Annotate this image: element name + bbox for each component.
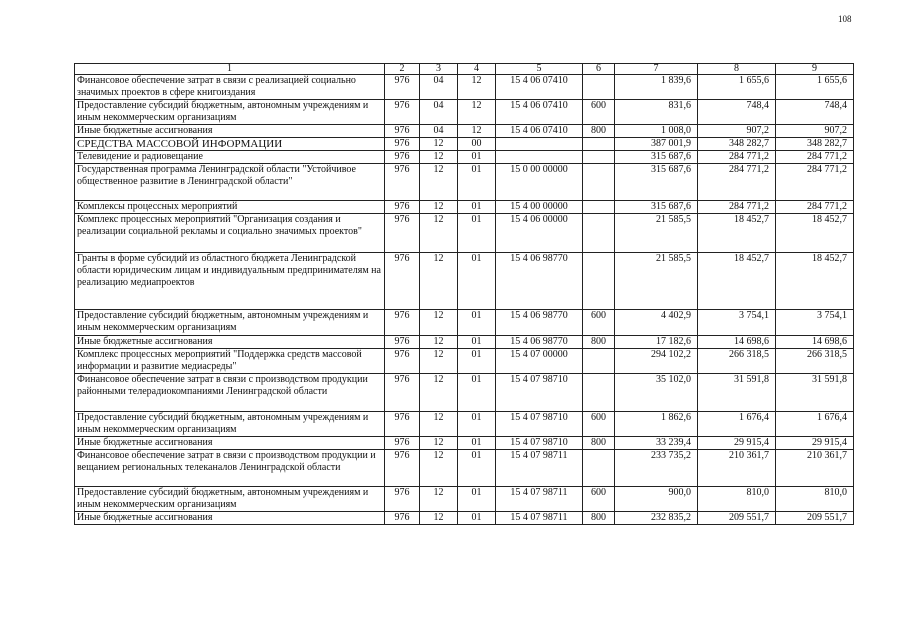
row-name-cell: Финансовое обеспечение затрат в связи с реализацией социально значимых проектов в сфере книгоиздания [75, 75, 385, 100]
header-row [75, 64, 854, 75]
subsection-cell: 01 [458, 349, 496, 374]
gl-code-cell: 976 [385, 100, 420, 125]
gl-code-cell: 976 [385, 412, 420, 437]
header-cell: 3 [420, 64, 458, 75]
gl-code-cell: 976 [385, 125, 420, 138]
subsection-cell: 01 [458, 253, 496, 310]
header-cell: 8 [698, 64, 776, 75]
expense-type-cell: 600 [583, 310, 615, 336]
row-name-cell: Предоставление субсидий бюджетным, автономным учреждениям и иным некоммерческим организациям [75, 100, 385, 125]
amount-col9-cell: 810,0 [776, 487, 854, 512]
target-article-cell: 15 4 06 07410 [496, 75, 583, 100]
row-name-cell: СРЕДСТВА МАССОВОЙ ИНФОРМАЦИИ [75, 138, 385, 151]
amount-col9-cell: 18 452,7 [776, 253, 854, 310]
table-row [75, 450, 854, 487]
section-cell: 12 [420, 214, 458, 253]
section-cell: 12 [420, 164, 458, 201]
target-article-cell: 15 4 07 98710 [496, 437, 583, 450]
subsection-cell: 12 [458, 75, 496, 100]
amount-col7-cell: 900,0 [615, 487, 698, 512]
row-name-cell: Предоставление субсидий бюджетным, автономным учреждениям и иным некоммерческим организациям [75, 310, 385, 336]
target-article-cell: 15 0 00 00000 [496, 164, 583, 201]
amount-col8-cell: 284 771,2 [698, 201, 776, 214]
table-row [75, 138, 854, 151]
amount-col9-cell: 3 754,1 [776, 310, 854, 336]
section-cell: 12 [420, 437, 458, 450]
table-row [75, 336, 854, 349]
subsection-cell: 01 [458, 336, 496, 349]
table-row [75, 164, 854, 201]
expense-type-cell [583, 349, 615, 374]
section-cell: 12 [420, 201, 458, 214]
gl-code-cell: 976 [385, 214, 420, 253]
section-cell: 04 [420, 75, 458, 100]
amount-col7-cell: 1 839,6 [615, 75, 698, 100]
table-row [75, 100, 854, 125]
subsection-cell: 12 [458, 100, 496, 125]
section-cell: 12 [420, 151, 458, 164]
expense-type-cell [583, 201, 615, 214]
row-name-cell: Иные бюджетные ассигнования [75, 125, 385, 138]
subsection-cell: 00 [458, 138, 496, 151]
subsection-cell: 01 [458, 374, 496, 412]
row-name-cell: Предоставление субсидий бюджетным, автономным учреждениям и иным некоммерческим организациям [75, 487, 385, 512]
amount-col8-cell: 210 361,7 [698, 450, 776, 487]
section-cell: 04 [420, 125, 458, 138]
amount-col8-cell: 1 655,6 [698, 75, 776, 100]
subsection-cell: 01 [458, 310, 496, 336]
section-cell: 12 [420, 374, 458, 412]
amount-col7-cell: 35 102,0 [615, 374, 698, 412]
table-row [75, 487, 854, 512]
target-article-cell: 15 4 07 98711 [496, 450, 583, 487]
amount-col8-cell: 18 452,7 [698, 214, 776, 253]
target-article-cell: 15 4 07 98711 [496, 512, 583, 525]
amount-col7-cell: 294 102,2 [615, 349, 698, 374]
amount-col8-cell: 810,0 [698, 487, 776, 512]
target-article-cell [496, 151, 583, 164]
subsection-cell: 01 [458, 214, 496, 253]
amount-col8-cell: 748,4 [698, 100, 776, 125]
table-row [75, 512, 854, 525]
amount-col8-cell: 209 551,7 [698, 512, 776, 525]
gl-code-cell: 976 [385, 374, 420, 412]
expense-type-cell: 600 [583, 487, 615, 512]
subsection-cell: 01 [458, 437, 496, 450]
target-article-cell: 15 4 06 98770 [496, 336, 583, 349]
target-article-cell: 15 4 07 98711 [496, 487, 583, 512]
subsection-cell: 01 [458, 487, 496, 512]
gl-code-cell: 976 [385, 138, 420, 151]
table-row [75, 349, 854, 374]
table-row [75, 75, 854, 100]
table-row [75, 412, 854, 437]
subsection-cell: 01 [458, 151, 496, 164]
amount-col9-cell: 18 452,7 [776, 214, 854, 253]
expense-type-cell: 800 [583, 512, 615, 525]
gl-code-cell: 976 [385, 310, 420, 336]
table-row [75, 201, 854, 214]
gl-code-cell: 976 [385, 336, 420, 349]
target-article-cell [496, 138, 583, 151]
amount-col7-cell: 315 687,6 [615, 201, 698, 214]
budget-table [74, 63, 854, 525]
row-name-cell: Иные бюджетные ассигнования [75, 437, 385, 450]
amount-col7-cell: 33 239,4 [615, 437, 698, 450]
amount-col8-cell: 29 915,4 [698, 437, 776, 450]
amount-col9-cell: 209 551,7 [776, 512, 854, 525]
expense-type-cell: 600 [583, 100, 615, 125]
gl-code-cell: 976 [385, 437, 420, 450]
section-cell: 12 [420, 253, 458, 310]
amount-col7-cell: 233 735,2 [615, 450, 698, 487]
row-name-cell: Комплекс процессных мероприятий "Поддержка средств массовой информации и развитие медиасреды" [75, 349, 385, 374]
amount-col8-cell: 907,2 [698, 125, 776, 138]
amount-col7-cell: 21 585,5 [615, 253, 698, 310]
expense-type-cell [583, 151, 615, 164]
expense-type-cell [583, 450, 615, 487]
amount-col8-cell: 348 282,7 [698, 138, 776, 151]
subsection-cell: 01 [458, 164, 496, 201]
gl-code-cell: 976 [385, 349, 420, 374]
table-row [75, 253, 854, 310]
section-cell: 12 [420, 450, 458, 487]
expense-type-cell [583, 214, 615, 253]
amount-col7-cell: 21 585,5 [615, 214, 698, 253]
gl-code-cell: 976 [385, 512, 420, 525]
amount-col7-cell: 4 402,9 [615, 310, 698, 336]
section-cell: 12 [420, 336, 458, 349]
subsection-cell: 01 [458, 412, 496, 437]
gl-code-cell: 976 [385, 201, 420, 214]
expense-type-cell: 800 [583, 437, 615, 450]
amount-col9-cell: 14 698,6 [776, 336, 854, 349]
row-name-cell: Комплексы процессных мероприятий [75, 201, 385, 214]
row-name-cell: Предоставление субсидий бюджетным, автономным учреждениям и иным некоммерческим организациям [75, 412, 385, 437]
amount-col9-cell: 907,2 [776, 125, 854, 138]
gl-code-cell: 976 [385, 450, 420, 487]
gl-code-cell: 976 [385, 75, 420, 100]
section-cell: 12 [420, 349, 458, 374]
table-row [75, 151, 854, 164]
amount-col9-cell: 1 655,6 [776, 75, 854, 100]
amount-col8-cell: 18 452,7 [698, 253, 776, 310]
amount-col9-cell: 284 771,2 [776, 201, 854, 214]
amount-col9-cell: 31 591,8 [776, 374, 854, 412]
expense-type-cell: 800 [583, 125, 615, 138]
target-article-cell: 15 4 07 98710 [496, 412, 583, 437]
amount-col8-cell: 1 676,4 [698, 412, 776, 437]
amount-col8-cell: 14 698,6 [698, 336, 776, 349]
header-cell: 9 [776, 64, 854, 75]
amount-col8-cell: 31 591,8 [698, 374, 776, 412]
amount-col8-cell: 266 318,5 [698, 349, 776, 374]
amount-col7-cell: 1 862,6 [615, 412, 698, 437]
header-cell: 5 [496, 64, 583, 75]
page-number: 108 [838, 14, 852, 24]
table-row [75, 374, 854, 412]
row-name-cell: Иные бюджетные ассигнования [75, 336, 385, 349]
subsection-cell: 12 [458, 125, 496, 138]
section-cell: 04 [420, 100, 458, 125]
expense-type-cell: 600 [583, 412, 615, 437]
amount-col9-cell: 1 676,4 [776, 412, 854, 437]
amount-col9-cell: 748,4 [776, 100, 854, 125]
amount-col7-cell: 1 008,0 [615, 125, 698, 138]
section-cell: 12 [420, 412, 458, 437]
amount-col7-cell: 232 835,2 [615, 512, 698, 525]
row-name-cell: Финансовое обеспечение затрат в связи с производством продукции районными телерадиокомпаниями Ленинградской области [75, 374, 385, 412]
row-name-cell: Финансовое обеспечение затрат в связи с производством продукции и вещанием региональных телеканалов Ленинградской области [75, 450, 385, 487]
amount-col8-cell: 284 771,2 [698, 151, 776, 164]
gl-code-cell: 976 [385, 253, 420, 310]
amount-col9-cell: 284 771,2 [776, 164, 854, 201]
gl-code-cell: 976 [385, 164, 420, 201]
header-cell: 4 [458, 64, 496, 75]
section-cell: 12 [420, 487, 458, 512]
amount-col9-cell: 266 318,5 [776, 349, 854, 374]
amount-col8-cell: 3 754,1 [698, 310, 776, 336]
row-name-cell: Иные бюджетные ассигнования [75, 512, 385, 525]
expense-type-cell [583, 253, 615, 310]
target-article-cell: 15 4 06 07410 [496, 125, 583, 138]
expense-type-cell [583, 75, 615, 100]
subsection-cell: 01 [458, 512, 496, 525]
amount-col7-cell: 387 001,9 [615, 138, 698, 151]
target-article-cell: 15 4 06 98770 [496, 253, 583, 310]
header-cell: 7 [615, 64, 698, 75]
target-article-cell: 15 4 06 07410 [496, 100, 583, 125]
gl-code-cell: 976 [385, 151, 420, 164]
target-article-cell: 15 4 07 00000 [496, 349, 583, 374]
section-cell: 12 [420, 138, 458, 151]
expense-type-cell: 800 [583, 336, 615, 349]
target-article-cell: 15 4 06 98770 [496, 310, 583, 336]
table-row [75, 125, 854, 138]
table-row [75, 214, 854, 253]
amount-col7-cell: 315 687,6 [615, 151, 698, 164]
amount-col9-cell: 210 361,7 [776, 450, 854, 487]
subsection-cell: 01 [458, 201, 496, 214]
amount-col7-cell: 831,6 [615, 100, 698, 125]
amount-col9-cell: 348 282,7 [776, 138, 854, 151]
amount-col9-cell: 29 915,4 [776, 437, 854, 450]
target-article-cell: 15 4 00 00000 [496, 201, 583, 214]
subsection-cell: 01 [458, 450, 496, 487]
target-article-cell: 15 4 06 00000 [496, 214, 583, 253]
row-name-cell: Телевидение и радиовещание [75, 151, 385, 164]
amount-col7-cell: 17 182,6 [615, 336, 698, 349]
gl-code-cell: 976 [385, 487, 420, 512]
header-cell: 6 [583, 64, 615, 75]
table-row [75, 310, 854, 336]
table-row [75, 437, 854, 450]
expense-type-cell [583, 138, 615, 151]
section-cell: 12 [420, 512, 458, 525]
amount-col8-cell: 284 771,2 [698, 164, 776, 201]
row-name-cell: Гранты в форме субсидий из областного бюджета Ленинградской области юридическим лицам и индивидуальным предпринимателям на реализацию медиапроектов [75, 253, 385, 310]
amount-col7-cell: 315 687,6 [615, 164, 698, 201]
target-article-cell: 15 4 07 98710 [496, 374, 583, 412]
expense-type-cell [583, 374, 615, 412]
amount-col9-cell: 284 771,2 [776, 151, 854, 164]
row-name-cell: Государственная программа Ленинградской области "Устойчивое общественное развитие в Ленинградской области" [75, 164, 385, 201]
header-cell: 2 [385, 64, 420, 75]
expense-type-cell [583, 164, 615, 201]
header-cell: 1 [75, 64, 385, 75]
row-name-cell: Комплекс процессных мероприятий "Организация создания и реализации социальной рекламы и социально значимых проектов" [75, 214, 385, 253]
section-cell: 12 [420, 310, 458, 336]
